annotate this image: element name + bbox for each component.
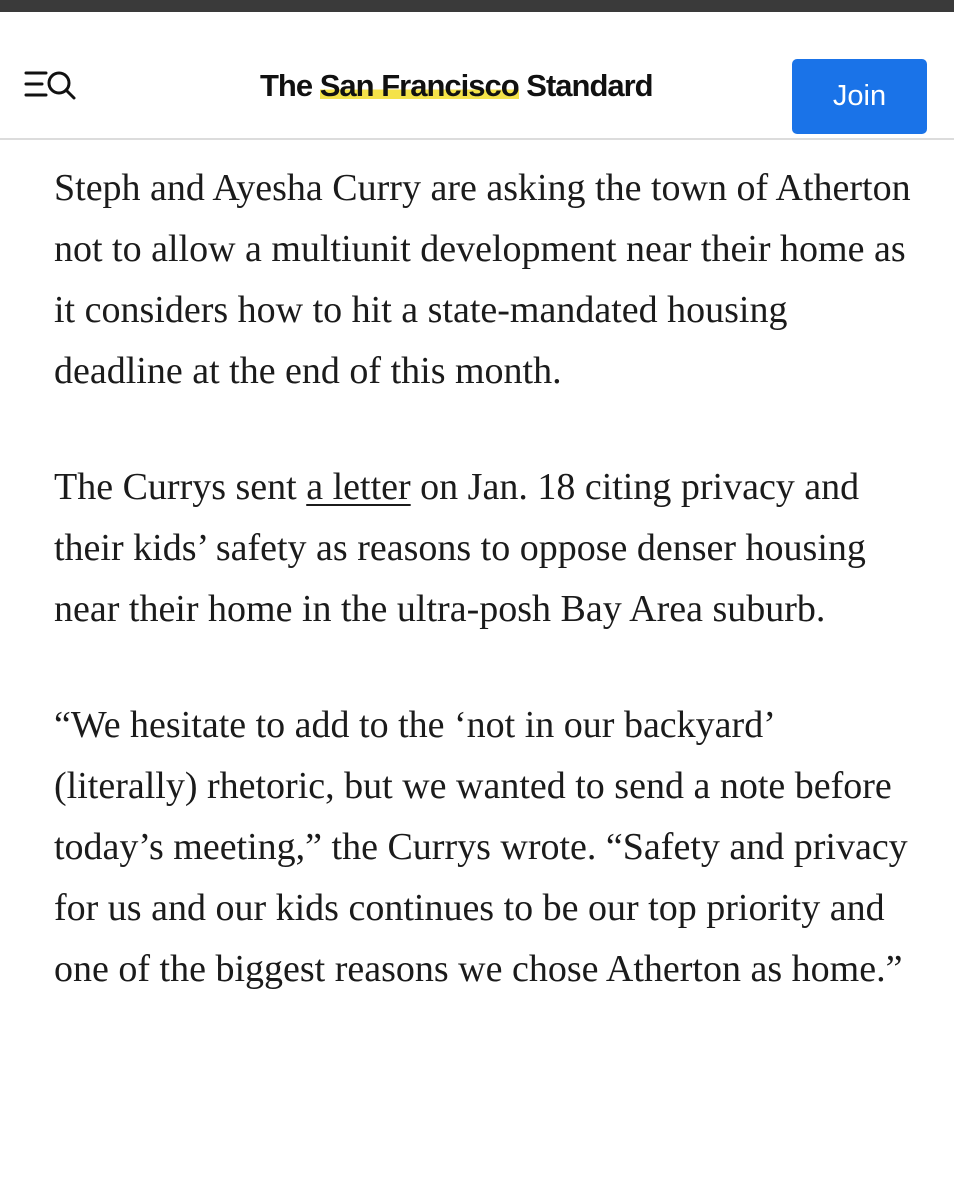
join-button[interactable]: Join bbox=[792, 59, 927, 134]
site-logo[interactable] bbox=[260, 62, 700, 110]
brand-highlight: San Francisco bbox=[319, 68, 519, 103]
article-body bbox=[54, 158, 924, 1055]
brand-pre: The bbox=[260, 68, 320, 103]
site-header bbox=[0, 12, 954, 140]
paragraph-2-text-before: The Currys sent bbox=[54, 466, 307, 508]
status-bar bbox=[0, 0, 954, 12]
paragraph-3: “We hesitate to add to the ‘not in our backyard’ (literally) rhetoric, but we wanted to send a note before today’s meeting,” the Currys wrote. “Safety and privacy for us and our kids continues to be our top priority and one of the biggest reasons we chose Atherton as home.” bbox=[54, 704, 908, 990]
menu-search-button[interactable] bbox=[24, 68, 78, 102]
letter-link[interactable]: a letter bbox=[306, 466, 411, 508]
menu-search-icon bbox=[24, 68, 78, 102]
paragraph-2-text-after: on Jan. 18 citing privacy and their kids’ safety as reasons to oppose denser housing near their home in the ultra-posh Bay Area suburb. bbox=[54, 466, 866, 630]
paragraph-1: Steph and Ayesha Curry are asking the town of Atherton not to allow a multiunit development near their home as it considers how to hit a state-mandated housing deadline at the end of this month. bbox=[54, 167, 911, 392]
paragraph-2 bbox=[54, 457, 924, 640]
brand-post: Standard bbox=[518, 68, 653, 103]
